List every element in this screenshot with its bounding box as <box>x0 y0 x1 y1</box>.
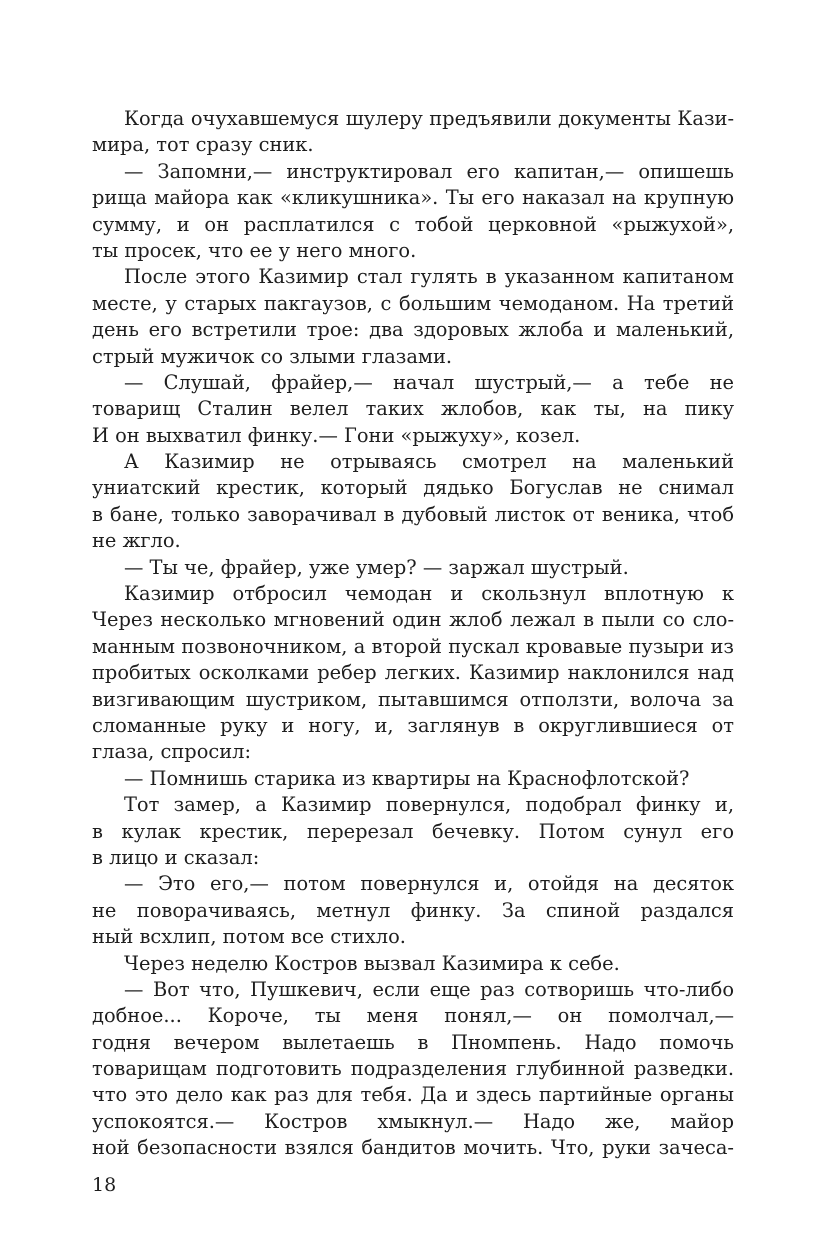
text-line: глаза, спросил: <box>92 740 252 764</box>
text-line: не поворачиваясь, метнул финку. За спиной раздался <box>92 898 734 922</box>
text-line: день его встретили трое: два здоровых жлоба и маленький, <box>92 318 734 342</box>
text-line: сумму, и он расплатился с тобой церковной «рыжухой», <box>92 212 734 236</box>
text-line: манным позвоночником, а второй пускал кровавые пузыри из <box>92 634 734 658</box>
text-line: — Запомни,— инструктировал его капитан,— опишешь <box>124 159 734 183</box>
text-line: ный всхлип, потом все стихло. <box>92 925 406 949</box>
page-body <box>92 106 734 1162</box>
text-line: пробитых осколками ребер легких. Казимир наклонился над <box>92 661 734 685</box>
text-line: месте, у старых пакгаузов, с большим чемоданом. На третий <box>92 291 734 315</box>
text-line: И он выхватил финку.— Гони «рыжуху», козел. <box>92 423 581 447</box>
text-line: добное... Короче, ты меня понял,— он помолчал,— <box>92 1004 734 1028</box>
text-line: сломанные руку и ногу, и, заглянув в округлившиеся от <box>92 713 734 737</box>
text-line: униатский крестик, который дядько Богуслав не снимал <box>92 476 734 500</box>
text-line: товарищам подготовить подразделения глубинной разведки. <box>92 1057 734 1081</box>
text-line: — Слушай, фрайер,— начал шустрый,— а тебе не <box>124 370 734 394</box>
text-line: Через несколько мгновений один жлоб лежал в пыли со сло- <box>92 608 734 632</box>
text-line: Через неделю Костров вызвал Казимира к себе. <box>124 951 620 975</box>
text-line: не жгло. <box>92 529 181 553</box>
text-line: Казимир отбросил чемодан и скользнул вплотную к <box>124 582 734 606</box>
text-line: успокоятся.— Костров хмыкнул.— Надо же, майор <box>92 1109 734 1133</box>
text-line: ной безопасности взялся бандитов мочить. Что, руки зачеса- <box>92 1136 734 1160</box>
text-line: — Ты че, фрайер, уже умер? — заржал шустрый. <box>124 555 629 579</box>
text-line: в кулак крестик, перерезал бечевку. Потом сунул его <box>92 819 734 843</box>
text-line: — Помнишь старика из квартиры на Краснофлотской? <box>124 766 690 790</box>
text-line: что это дело как раз для тебя. Да и здесь партийные органы <box>92 1083 734 1107</box>
text-line: стрый мужичок со злыми глазами. <box>92 344 453 368</box>
text-line: мира, тот сразу сник. <box>92 133 314 157</box>
text-line: После этого Казимир стал гулять в указанном капитаном <box>124 265 734 289</box>
text-line: — Это его,— потом повернулся и, отойдя на десяток <box>124 872 734 896</box>
text-line: рища майора как «кликушника». Ты его наказал на крупную <box>92 186 734 210</box>
text-line: товарищ Сталин велел таких жлобов, как ты, на пику <box>92 397 734 421</box>
text-line: А Казимир не отрываясь смотрел на маленький <box>124 450 734 474</box>
text-line: — Вот что, Пушкевич, если еще раз сотворишь что-либо <box>124 977 734 1001</box>
page-number: 18 <box>92 1174 117 1196</box>
text-line: годня вечером вылетаешь в Пномпень. Надо помочь <box>92 1030 734 1054</box>
text-line: в бане, только заворачивал в дубовый листок от веника, чтоб <box>92 502 734 526</box>
text-line: визгивающим шустриком, пытавшимся отползти, волоча за <box>92 687 734 711</box>
text-line: Тот замер, а Казимир повернулся, подобрал финку и, <box>124 793 734 817</box>
text-line: Когда очухавшемуся шулеру предъявили документы Кази- <box>124 107 734 130</box>
text-line: в лицо и сказал: <box>92 845 260 869</box>
text-line: ты просек, что ее у него много. <box>92 238 417 262</box>
